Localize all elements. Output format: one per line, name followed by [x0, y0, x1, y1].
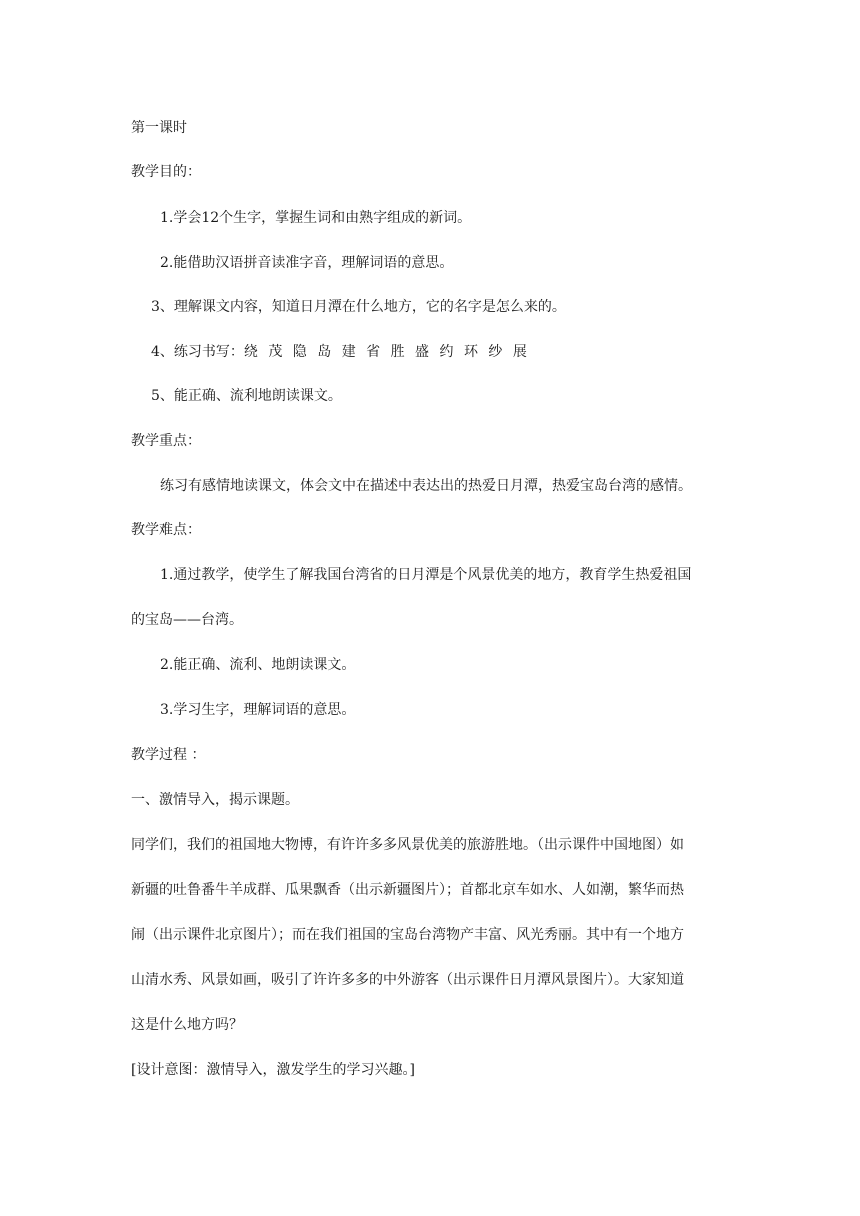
difficulty-item-continued: 的宝岛——台湾。: [131, 612, 243, 628]
key-points-text: 练习有感情地读课文，体会文中在描述中表达出的热爱日月潭，热爱宝岛台湾的感情。: [160, 478, 692, 494]
objective-item: 5、能正确、流利地朗读课文。: [151, 388, 342, 404]
objective-item: 2.能借助汉语拼音读准字音，理解词语的意思。: [160, 255, 454, 271]
lesson-title: 第一课时: [131, 120, 187, 136]
objectives-heading: 教学目的：: [131, 164, 201, 180]
paragraph-line: 这是什么地方吗？: [131, 1017, 243, 1033]
difficulty-item: 3.学习生字，理解词语的意思。: [160, 702, 356, 718]
objective-item: 4、练习书写：绕 茂 隐 岛 建 省 胜 盛 约 环 纱 展: [151, 344, 527, 360]
objective-item: 1.学会12个生字，掌握生词和由熟字组成的新词。: [160, 210, 472, 226]
paragraph-line: 闹（出示课件北京图片）；而在我们祖国的宝岛台湾物产丰富、风光秀丽。其中有一个地方: [131, 927, 684, 943]
key-points-heading: 教学重点：: [131, 433, 201, 449]
difficulty-item: 1.通过教学，使学生了解我国台湾省的日月潭是个风景优美的地方，教育学生热爱祖国: [160, 567, 692, 583]
difficulty-item: 2.能正确、流利、地朗读课文。: [160, 657, 356, 673]
paragraph-line: 新疆的吐鲁番牛羊成群、瓜果飘香（出示新疆图片）；首都北京车如水、人如潮，繁华而热: [131, 882, 684, 898]
objective-item: 3、理解课文内容，知道日月潭在什么地方，它的名字是怎么来的。: [151, 299, 566, 315]
paragraph-line: 同学们，我们的祖国地大物博，有许许多多风景优美的旅游胜地。（出示课件中国地图）如: [131, 837, 684, 853]
difficulties-heading: 教学难点：: [131, 522, 201, 538]
design-note: [设计意图：激情导入，激发学生的学习兴趣。]: [131, 1062, 415, 1078]
process-heading: 教学过程 ：: [131, 747, 206, 763]
paragraph-line: 山清水秀、风景如画，吸引了许许多多的中外游客（出示课件日月潭风景图片）。大家知道: [131, 972, 684, 988]
section-heading: 一、激情导入，揭示课题。: [131, 792, 299, 808]
